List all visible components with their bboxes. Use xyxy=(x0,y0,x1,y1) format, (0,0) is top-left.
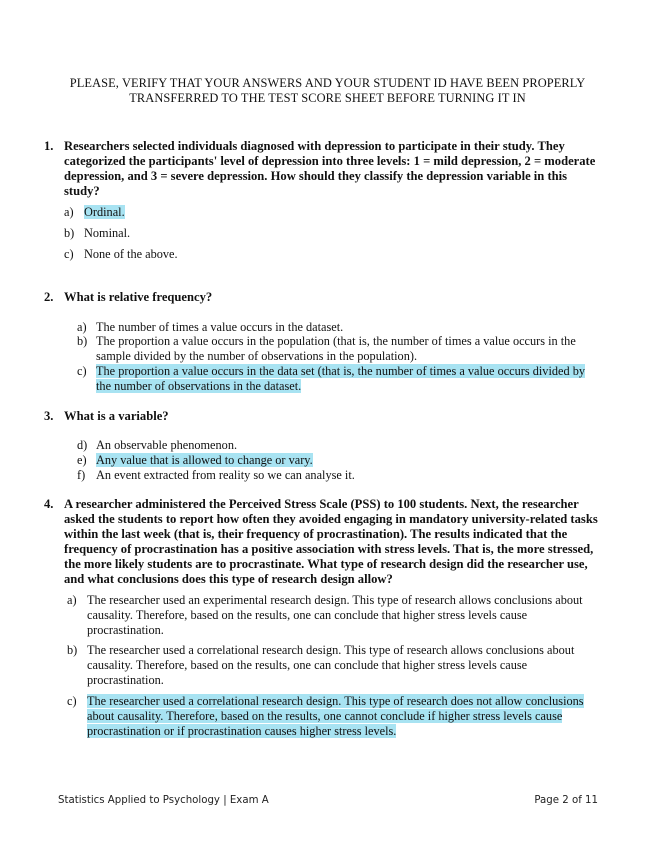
option-text: The researcher used an experimental research design. This type of research allows conclusions about causality. Therefore, based on the results, one can conclude that higher stress levels cause procrastination. xyxy=(87,593,583,637)
option-text: None of the above. xyxy=(84,247,178,261)
option-letter: c) xyxy=(64,247,74,261)
option-2c[interactable] xyxy=(77,364,602,394)
option-text-highlighted: The proportion a value occurs in the data set (that is, the number of times a value occurs divided by the number of observations in the dataset. xyxy=(96,364,585,393)
option-text: The number of times a value occurs in the dataset. xyxy=(96,320,344,334)
footer-course-title: Statistics Applied to Psychology | Exam A xyxy=(58,795,269,806)
question-2 xyxy=(44,290,599,305)
question-number: 1. xyxy=(44,139,54,153)
option-4b[interactable] xyxy=(67,643,602,688)
question-text: Researchers selected individuals diagnosed with depression to participate in their study. They categorized the participants' level of depression into three levels: 1 = mild depression, 2 = moderate depression, and 3 = severe depression. How should they classify the depression variable in this study? xyxy=(64,139,596,198)
option-4a[interactable] xyxy=(67,593,602,638)
option-text: Nominal. xyxy=(84,226,131,240)
option-1a[interactable] xyxy=(64,205,604,220)
option-2a[interactable] xyxy=(77,320,602,335)
option-3e[interactable] xyxy=(77,453,602,468)
option-text-highlighted: The researcher used a correlational research design. This type of research does not allow conclusions about causality. Therefore, based on the results, one cannot conclude if higher stress levels cause procrastination or if procrastination causes higher stress levels. xyxy=(87,694,584,738)
option-1c[interactable] xyxy=(64,247,604,262)
option-3d[interactable] xyxy=(77,438,602,453)
footer-page-number: Page 2 of 11 xyxy=(534,795,598,806)
option-text-highlighted: Ordinal. xyxy=(84,205,125,219)
notice-line-2: TRANSFERRED TO THE TEST SCORE SHEET BEFORE TURNING IT IN xyxy=(129,91,526,105)
option-letter: b) xyxy=(67,643,78,657)
question-text: What is relative frequency? xyxy=(64,290,213,304)
option-letter: a) xyxy=(77,320,87,334)
question-number: 3. xyxy=(44,409,54,423)
option-letter: a) xyxy=(67,593,77,607)
option-3f[interactable] xyxy=(77,468,602,483)
option-text: The proportion a value occurs in the population (that is, the number of times a value occurs in the sample divided by the number of observations in the population). xyxy=(96,334,576,363)
option-letter: f) xyxy=(77,468,86,482)
option-1b[interactable] xyxy=(64,226,604,241)
option-letter: b) xyxy=(64,226,75,240)
question-3 xyxy=(44,409,599,424)
verification-notice xyxy=(40,76,615,106)
question-1 xyxy=(44,139,599,199)
option-letter: c) xyxy=(77,364,87,378)
question-text: A researcher administered the Perceived Stress Scale (PSS) to 100 students. Next, the researcher asked the students to report how often they avoided engaging in mandatory university-related tasks within the last week (that is, their frequency of procrastination). The results indicated that the frequency of procrastination has a positive association with stress levels. That is, the more stressed, the more likely students are to procrastinate. What type of research design did the researcher use, and what conclusions does this type of research design allow? xyxy=(64,497,598,586)
option-letter: c) xyxy=(67,694,77,708)
question-text: What is a variable? xyxy=(64,409,169,423)
question-4 xyxy=(44,497,604,587)
option-2b[interactable] xyxy=(77,334,602,364)
question-number: 4. xyxy=(44,497,54,511)
option-text-highlighted: Any value that is allowed to change or vary. xyxy=(96,453,313,467)
option-text: An event extracted from reality so we can analyse it. xyxy=(96,468,355,482)
option-text: An observable phenomenon. xyxy=(96,438,238,452)
notice-line-1: PLEASE, VERIFY THAT YOUR ANSWERS AND YOUR STUDENT ID HAVE BEEN PROPERLY xyxy=(69,76,586,90)
option-letter: a) xyxy=(64,205,74,219)
option-text: The researcher used a correlational research design. This type of research allows conclusions about causality. Therefore, based on the results, one can conclude that higher stress levels cause procrastination. xyxy=(87,643,575,687)
option-letter: e) xyxy=(77,453,87,467)
option-4c[interactable] xyxy=(67,694,602,739)
option-letter: d) xyxy=(77,438,88,452)
question-number: 2. xyxy=(44,290,54,304)
option-letter: b) xyxy=(77,334,88,348)
